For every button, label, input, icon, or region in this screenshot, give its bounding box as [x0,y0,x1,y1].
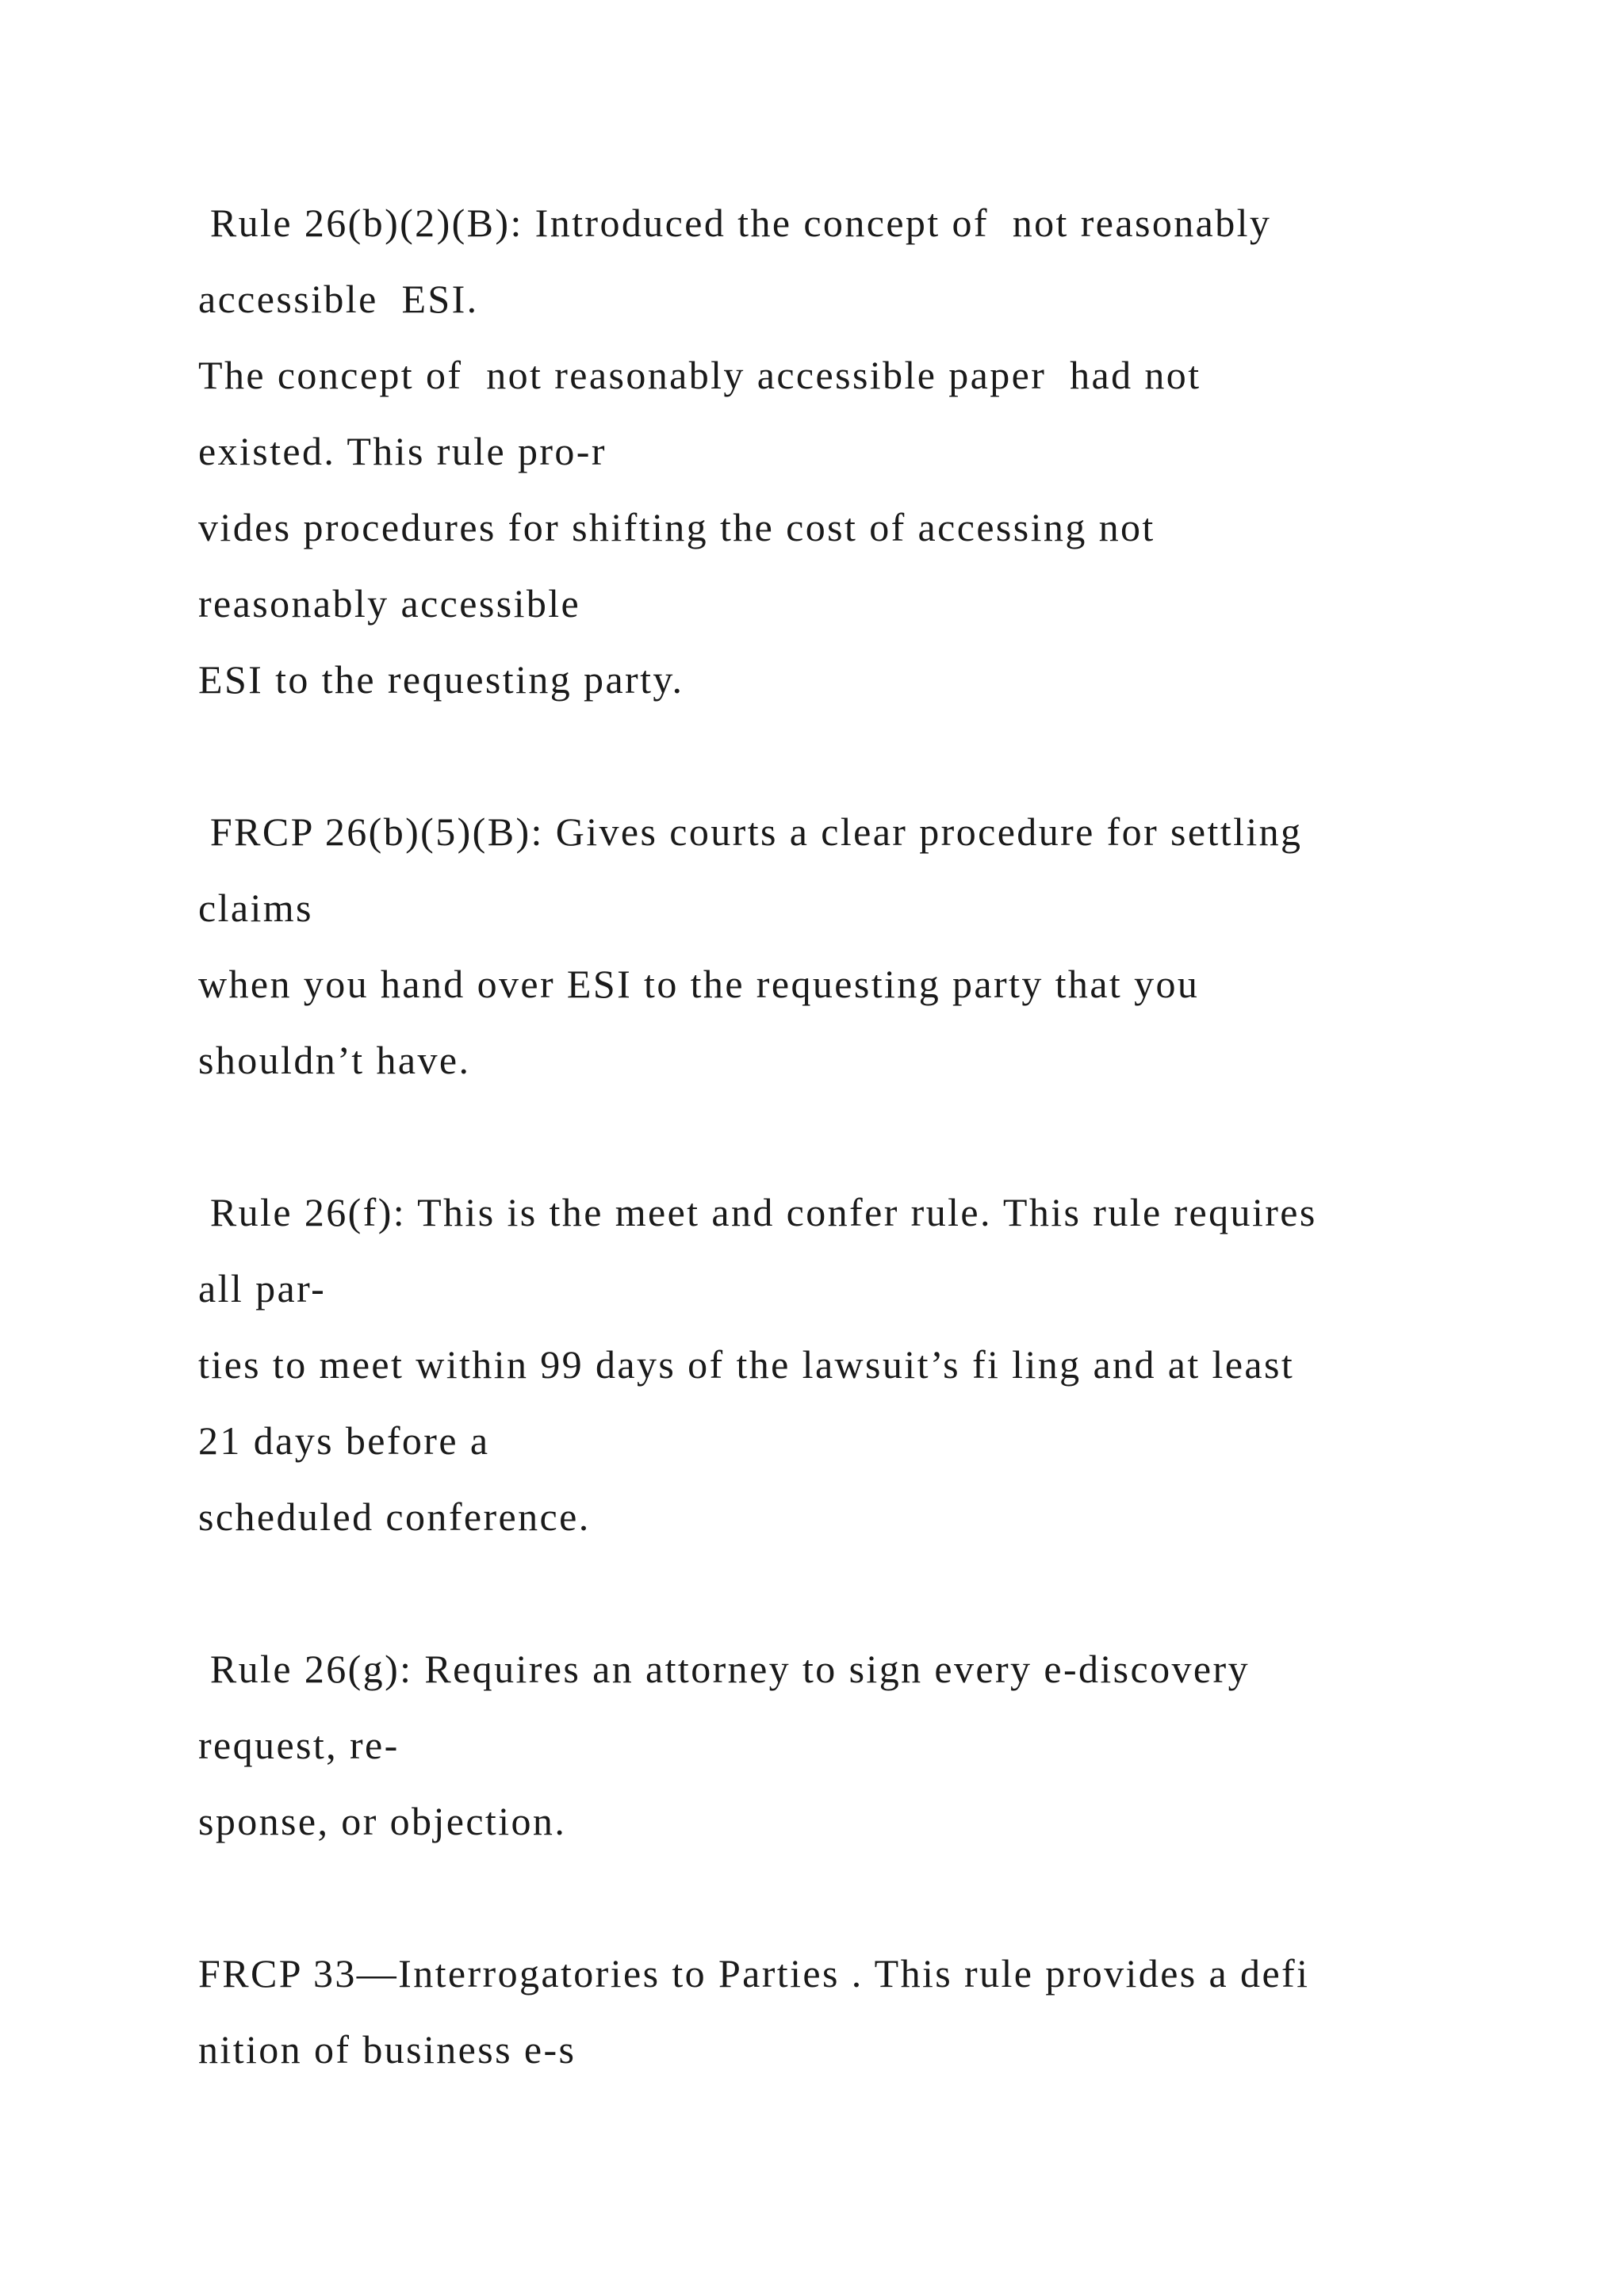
text-line: claims [198,886,313,930]
text-line: ties to meet within 99 days of the lawsuit’s fi ling and at least [198,1342,1295,1387]
text-line: Rule 26(b)(2)(B): Introduced the concept of not reasonably [198,201,1272,245]
text-line: Rule 26(f): This is the meet and confer rule. This rule requires [198,1190,1317,1234]
text-line: nition of business e-s [198,2027,576,2072]
text-line: 21 days before a [198,1418,490,1463]
text-line: when you hand over ESI to the requesting party that you [198,962,1200,1006]
text-line: FRCP 33—Interrogatories to Parties . This rule provides a defi [198,1951,1310,1996]
text-line: reasonably accessible [198,581,581,626]
text-line: sponse, or objection. [198,1799,567,1843]
text-line: all par- [198,1266,327,1311]
text-line: vides procedures for shifting the cost of accessing not [198,505,1155,549]
text-line: ESI to the requesting party. [198,657,684,702]
text-line: FRCP 26(b)(5)(B): Gives courts a clear procedure for settling [198,809,1303,854]
text-line: request, re- [198,1723,400,1767]
text-line: existed. This rule pro-r [198,429,607,473]
text-line: Rule 26(g): Requires an attorney to sign every e-discovery [198,1647,1250,1691]
text-line: shouldn’t have. [198,1038,471,1082]
text-line: The concept of not reasonably accessible paper had not [198,353,1201,397]
text-line: accessible ESI. [198,277,479,321]
text-line: scheduled conference. [198,1494,591,1539]
